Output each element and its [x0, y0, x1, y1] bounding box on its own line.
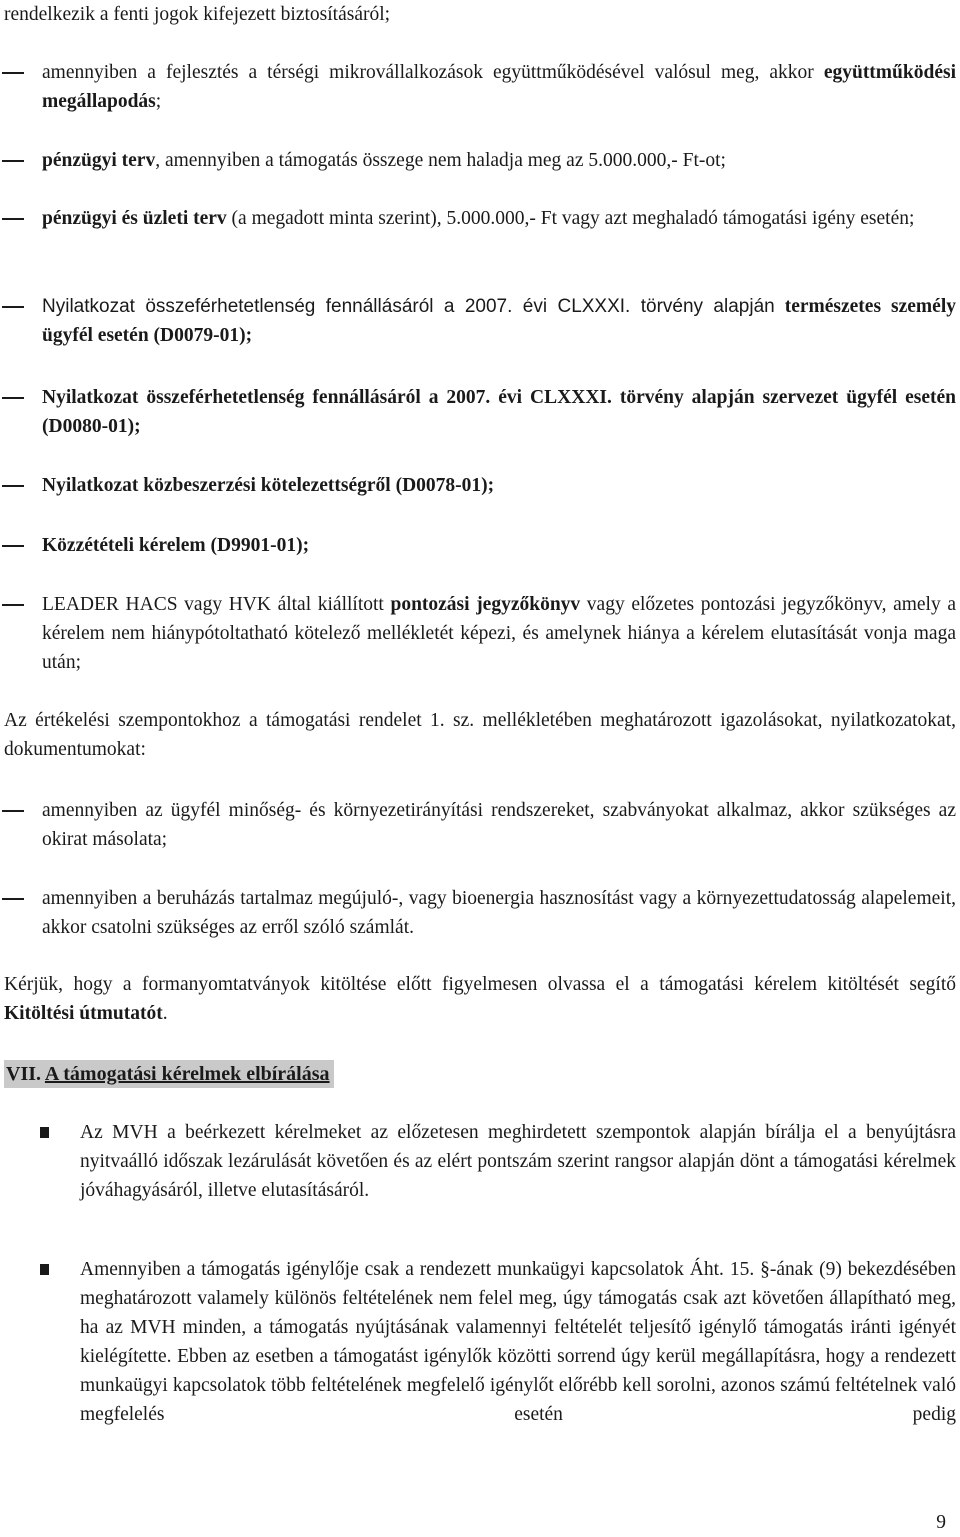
list-item [0, 796, 956, 854]
bullet-item [0, 1255, 956, 1458]
section-number: VII. [6, 1063, 42, 1085]
list-item-sans-text: Nyilatkozat összeférhetetlenség fennállásáról a 2007. évi CLXXXI. törvény alapján [42, 296, 775, 317]
bullet-item [0, 1118, 956, 1205]
list-item-bold-text: természetes személy ügyfél esetén (D0079-01); [42, 296, 957, 346]
list-item-text: amennyiben az ügyfél minőség- és környezetirányítási rendszereket, szabványokat alkalmaz, akkor szükséges az okirat másolata; [42, 800, 956, 850]
list-item-text: ; [155, 91, 162, 112]
paragraph [4, 706, 956, 764]
list-item-text: , amennyiben a támogatás összege nem haladja meg az 5.000.000,- Ft-ot; [155, 150, 726, 171]
paragraph-text: Az értékelési szempontokhoz a támogatási rendelet 1. sz. mellékletében meghatározott igazolásokat, nyilatkozatokat, dokumentumokat: [4, 710, 956, 760]
list-item [0, 292, 956, 350]
bullet-text: Amennyiben a támogatás igénylője csak a rendezett munkaügyi kapcsolatok Áht. 15. §-ának (9) bekezdésében meghatározott valamely különös feltételének nem felel meg, úgy támogatás csak azt követően állapítható meg, ha az MVH minden, a támogatás nyújtásának valamennyi feltételét teljesítő igénylő támogatás iránti igényét kielégítette. Ebben az esetben a támogatást igénylők közötti sorrend úgy kerül megállapításra, hogy a rendezett munkaügyi kapcsolatok több feltételének megfelelő igénylőt előrébb kell sorolni, azonos számú feltételnek való megfelelés esetén pedig [80, 1259, 956, 1425]
list-item-text: vagy előzetes pontozási jegyzőkönyv, amely a kérelem nem hiánypótoltatható kötelező mellékletét képezi, és amelynek hiánya a kérelem elutasítását vonja maga után; [42, 594, 957, 673]
square-bullet-icon [40, 1127, 49, 1138]
list-item-bold-text: Közzétételi kérelem (D9901-01); [42, 535, 310, 556]
list-item [0, 531, 956, 560]
intro-line [4, 0, 956, 29]
list-item-bold-text: pénzügyi terv [42, 150, 156, 171]
section-heading [4, 1060, 334, 1088]
list-item [0, 884, 956, 942]
intro-text: rendelkezik a fenti jogok kifejezett biztosításáról; [4, 4, 391, 25]
section-title: A támogatási kérelmek elbírálása [44, 1063, 330, 1085]
list-item-text: (a megadott minta szerint), 5.000.000,- Ft vagy azt meghaladó támogatási igény esetén; [226, 208, 915, 229]
list-item-bold-text: együttműködési megállapodás [42, 62, 956, 112]
bullet-text: Az MVH a beérkezett kérelmeket az előzetesen meghirdetett szempontok alapján bírálja el a benyújtásra nyitvaálló időszak lezárulását követően és az elért pontszám szerint rangsor alapján dönt a támogatási kérelmek jóváhagyásáról, illetve elutasításáról. [80, 1122, 956, 1201]
square-bullet-icon [40, 1264, 49, 1275]
list-item [0, 590, 956, 677]
list-item-text: LEADER HACS vagy HVK által kiállított [42, 594, 391, 615]
list-item-bold-text: Nyilatkozat összeférhetetlenség fennállásáról a 2007. évi CLXXXI. törvény alapján szervezet ügyfél esetén (D0080-01); [42, 387, 956, 437]
paragraph-text: Kérjük, hogy a formanyomtatványok kitöltése előtt figyelmesen olvassa el a támogatási kérelem kitöltését segítő [4, 974, 956, 995]
list-item-bold-text: Nyilatkozat közbeszerzési kötelezettségről (D0078-01); [42, 475, 495, 496]
paragraph-text: . [162, 1003, 168, 1024]
list-item-bold-text: pontozási jegyzőkönyv [390, 594, 581, 615]
list-item [0, 58, 956, 116]
list-item-bold-text: pénzügyi és üzleti terv [42, 208, 227, 229]
paragraph-bold-text: Kitöltési útmutatót [4, 1003, 163, 1024]
page-number: 9 [936, 1512, 946, 1533]
paragraph [4, 970, 956, 1028]
list-item [0, 146, 956, 175]
list-item [0, 383, 956, 441]
list-item-text: amennyiben a fejlesztés a térségi mikrovállalkozások együttműködésével valósul meg, akkor [42, 62, 824, 83]
list-item [0, 204, 956, 233]
list-item-text: amennyiben a beruházás tartalmaz megújuló-, vagy bioenergia hasznosítást vagy a környezettudatosság alapelemeit, akkor csatolni szükséges az erről szóló számlát. [42, 888, 956, 938]
list-item [0, 471, 956, 500]
